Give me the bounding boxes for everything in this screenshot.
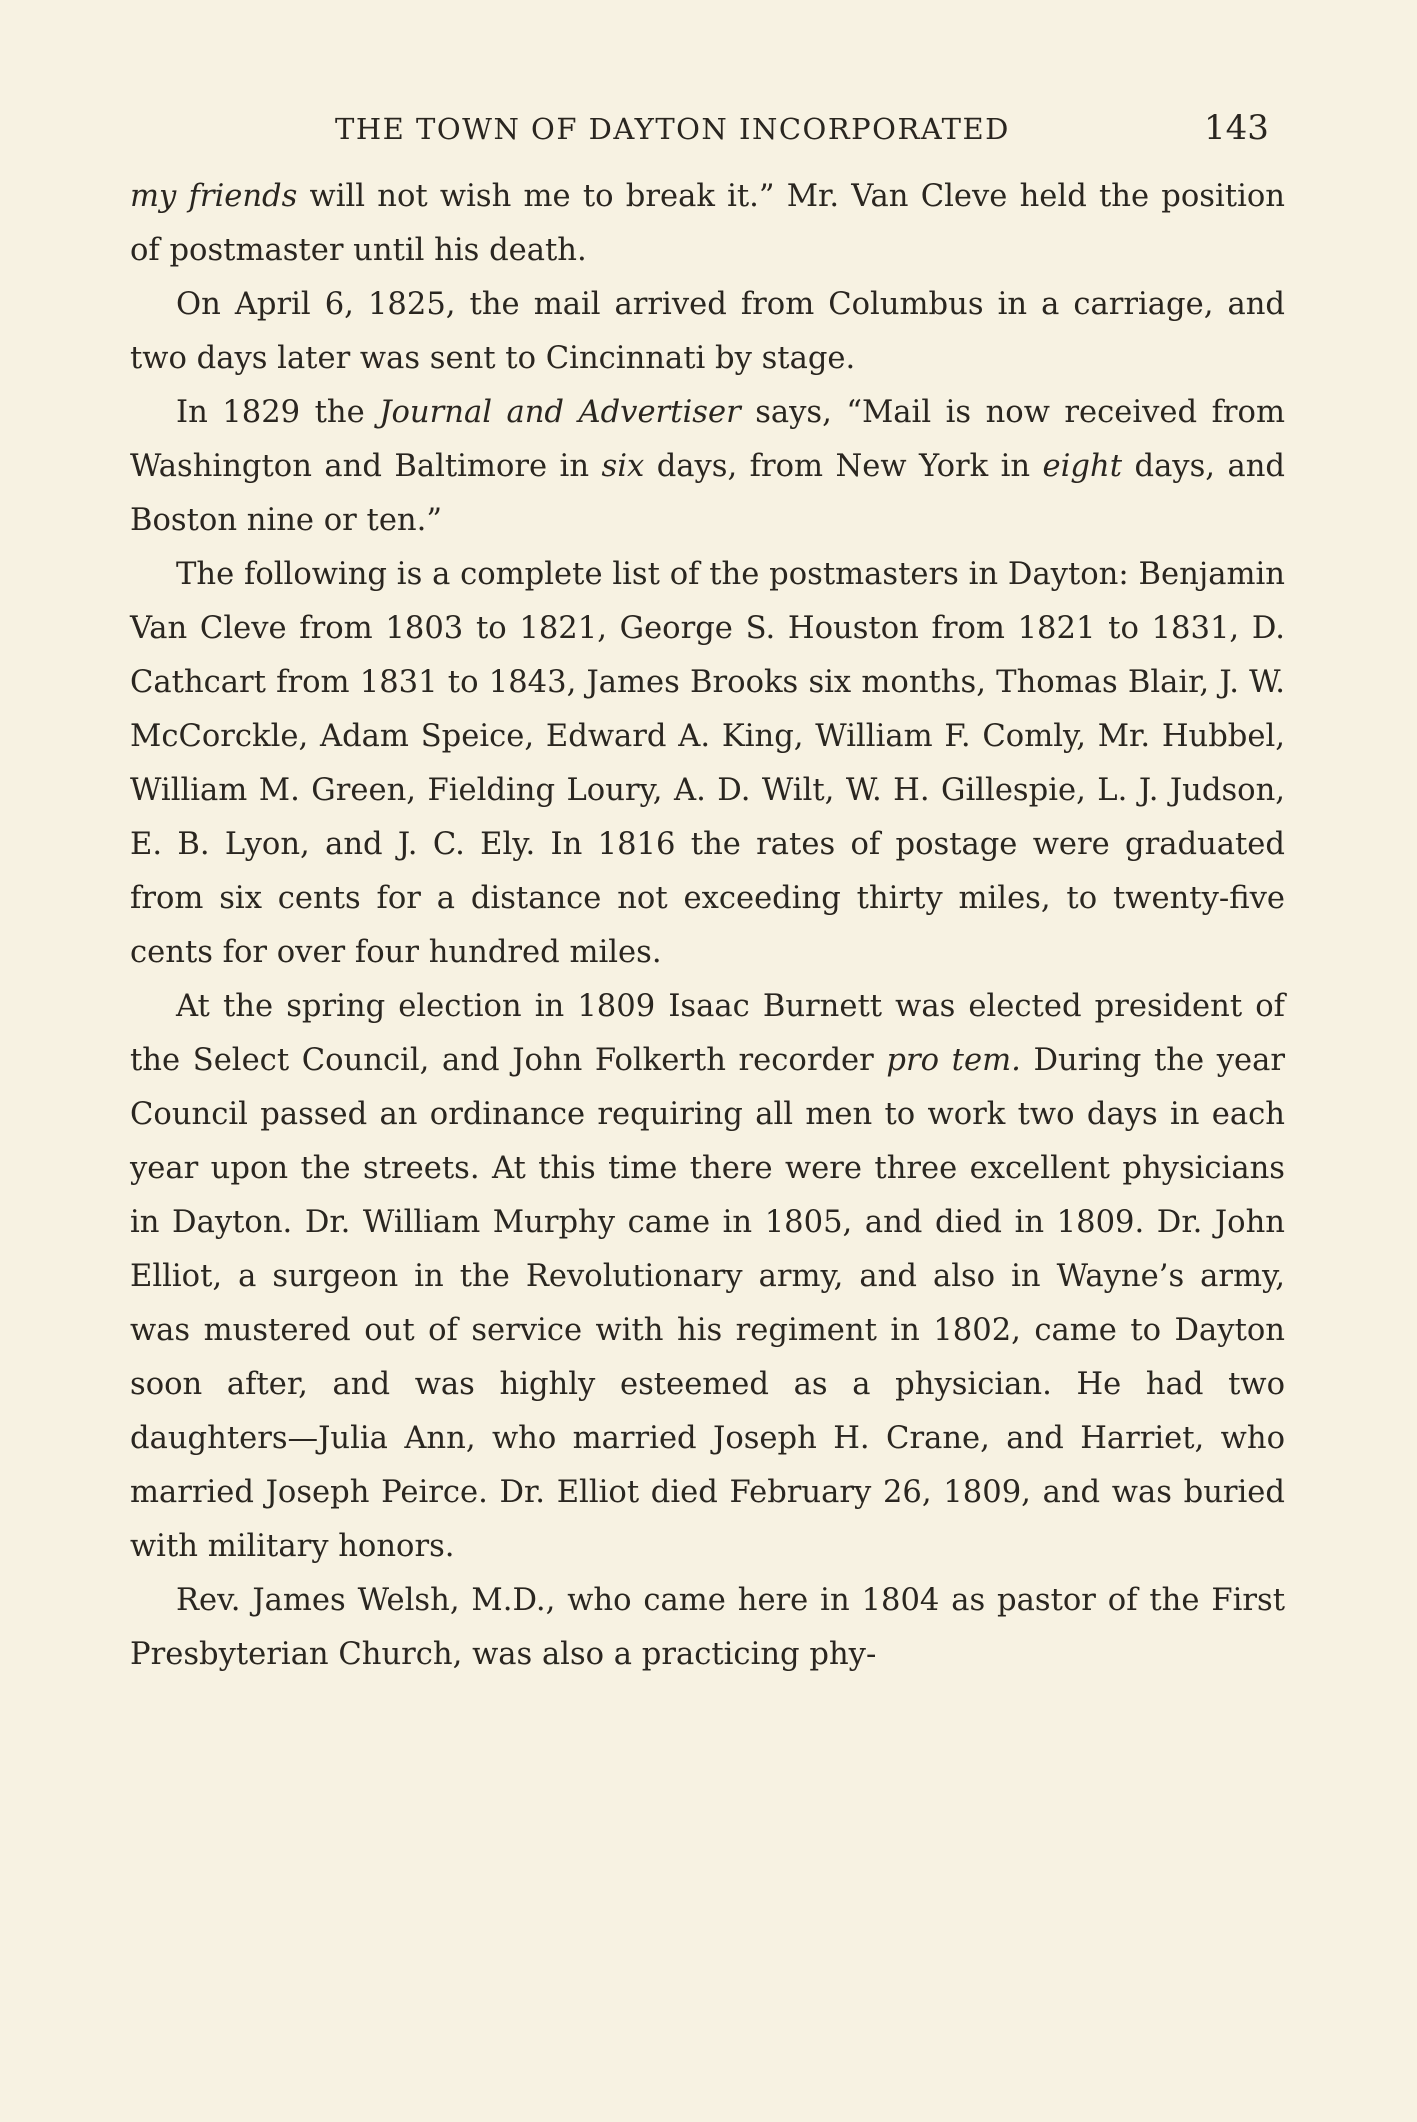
text-segment: Rev. James Welsh, M.D., who came here in 1804 as pastor of the First Presbyterian Church, was also a practicing phy-	[130, 1583, 1285, 1672]
text-segment: my friends	[130, 179, 298, 214]
paragraph	[130, 980, 1285, 1574]
text-segment: Journal and Advertiser	[379, 395, 741, 430]
paragraph	[130, 548, 1285, 980]
text-segment: will not wish me to break it.” Mr. Van Cleve held the position of postmaster until his death.	[130, 179, 1285, 268]
paragraph	[130, 1574, 1285, 1682]
text-segment: eight	[1042, 449, 1123, 484]
paragraph	[130, 386, 1285, 548]
text-segment: pro tem.	[886, 1043, 1021, 1078]
text-segment: During the year Council passed an ordinance requiring all men to work two days in each year upon the streets. At this time there were three excellent physicians in Dayton. Dr. William Murphy came in 1805, and died in 1809. Dr. John Elliot, a surgeon in the Revolutionary army, and also in Wayne’s army, was mustered out of service with his regiment in 1802, came to Dayton soon after, and was highly esteemed as a physician. He had two daughters—Julia Ann, who married Joseph H. Crane, and Harriet, who married Joseph Peirce. Dr. Elliot died February 26, 1809, and was buried with military honors.	[130, 1043, 1285, 1564]
running-title: THE TOWN OF DAYTON INCORPORATED	[335, 112, 1010, 146]
page-header	[0, 100, 1417, 160]
text-segment: six	[601, 449, 645, 484]
text-segment: At the spring election in 1809 Isaac Burnett was elected president of the Select Council, and John Folkerth recorder	[130, 989, 1285, 1078]
text-segment: days, and Boston nine or ten.”	[130, 449, 1285, 538]
text-segment: days, from New York in	[644, 449, 1043, 484]
text-segment: On April 6, 1825, the mail arrived from Columbus in a carriage, and two days later was sent to Cincinnati by stage.	[130, 287, 1285, 376]
text-segment: The following is a complete list of the postmasters in Dayton: Benjamin Van Cleve from 1803 to 1821, George S. Houston from 1821 to 1831, D. Cathcart from 1831 to 1843, James Brooks six months, Thomas Blair, J. W. McCorckle, Adam Speice, Edward A. King, William F. Comly, Mr. Hubbel, William M. Green, Fielding Loury, A. D. Wilt, W. H. Gillespie, L. J. Judson, E. B. Lyon, and J. C. Ely. In 1816 the rates of postage were graduated from six cents for a distance not exceeding thirty miles, to twenty-five cents for over four hundred miles.	[130, 557, 1285, 970]
text-segment: says, “Mail is now received from Washington and Baltimore in	[130, 395, 1285, 484]
page-number: 143	[1204, 108, 1269, 148]
body-text	[130, 170, 1285, 1682]
text-segment: In 1829 the	[176, 395, 380, 430]
paragraph	[130, 278, 1285, 386]
paragraph	[130, 170, 1285, 278]
